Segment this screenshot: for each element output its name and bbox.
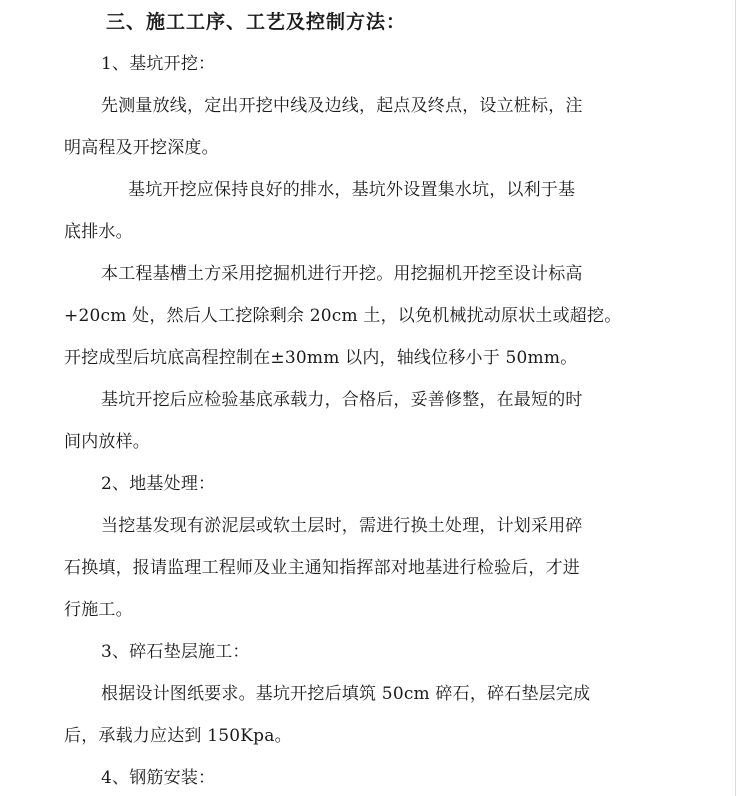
paragraph-line: 行施工。 [64,600,133,620]
subheading-gravel-cushion: 3、碎石垫层施工： [101,642,250,662]
subheading-rebar: 4、钢筋安装： [101,768,216,788]
paragraph-line: 明高程及开挖深度。 [64,138,219,158]
subheading-excavation: 1、基坑开挖： [101,54,216,74]
paragraph-line: 基坑开挖后应检验基底承载力，合格后，妥善修整，在最短的时 [101,390,583,410]
paragraph-line: 当挖基发现有淤泥层或软土层时，需进行换土处理，计划采用碎 [101,516,583,536]
page-edge-divider [735,0,736,796]
paragraph-line: 先测量放线，定出开挖中线及边线，起点及终点，设立桩标，注 [101,96,583,116]
paragraph-line: +20cm 处，然后人工挖除剩余 20cm 土，以免机械扰动原状土或超挖。 [64,306,622,326]
paragraph-line: 底排水。 [64,222,133,242]
paragraph-line: 根据设计图纸要求。基坑开挖后填筑 50cm 碎石，碎石垫层完成 [101,684,591,704]
paragraph-line: 石换填，报请监理工程师及业主通知指挥部对地基进行检验后，才进 [64,558,580,578]
paragraph-line: 间内放样。 [64,432,150,452]
paragraph-line: 本工程基槽土方采用挖掘机进行开挖。用挖掘机开挖至设计标高 [101,264,583,284]
paragraph-line: 基坑开挖应保持良好的排水，基坑外设置集水坑，以利于基 [128,180,576,200]
paragraph-line: 后，承载力应达到 150Kpa。 [64,726,292,746]
section-title: 三、施工工序、工艺及控制方法： [106,11,407,33]
paragraph-line: 开挖成型后坑底高程控制在±30mm 以内，轴线位移小于 50mm。 [64,348,578,368]
subheading-foundation: 2、地基处理： [101,474,216,494]
